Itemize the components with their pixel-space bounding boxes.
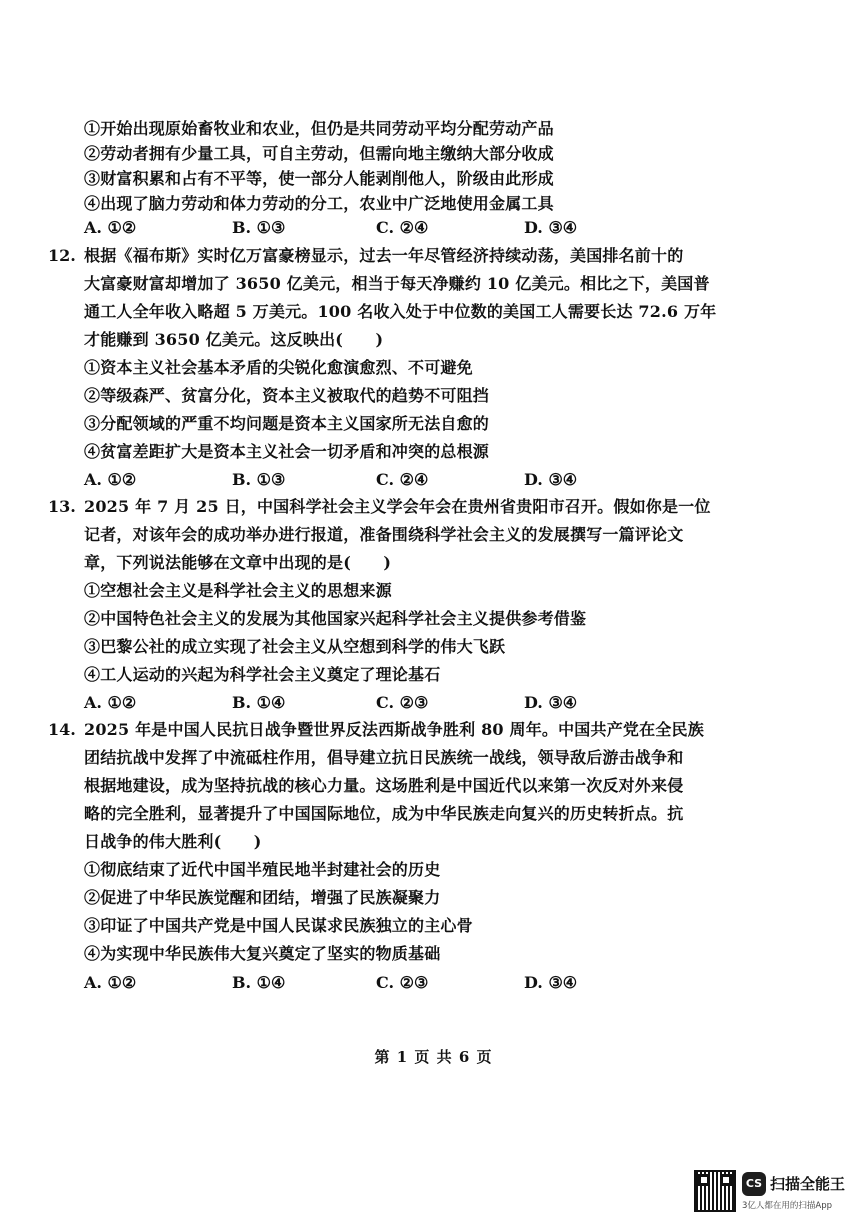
q14-stem-line-3: 根据地建设，成为坚持抗战的核心力量。这场胜利是中国近代以来第一次反对外来侵 [84,776,684,795]
q11-choice-a[interactable]: A. ①② [84,218,137,237]
qr-code-icon [694,1170,736,1212]
q13-choice-b[interactable]: B. ①④ [232,693,286,712]
q13-choice-c[interactable]: C. ②③ [376,693,429,712]
q11-choice-d[interactable]: D. ③④ [524,218,578,237]
q14-choices [84,972,644,994]
q13-option-4: ④工人运动的兴起为科学社会主义奠定了理论基石 [84,665,441,684]
q14-stem-line-2: 团结抗战中发挥了中流砥柱作用，倡导建立抗日民族统一战线，领导敌后游击战争和 [84,748,684,767]
q12-option-2: ②等级森严、贫富分化，资本主义被取代的趋势不可阻挡 [84,386,490,405]
q13-stem-line-3: 章，下列说法能够在文章中出现的是( ) [84,553,392,572]
q11-option-2: ②劳动者拥有少量工具，可自主劳动，但需向地主缴纳大部分收成 [84,144,554,163]
scanner-tagline: 3亿人都在用的扫描App [742,1201,833,1211]
scanner-watermark [694,1168,854,1218]
q14-choice-b[interactable]: B. ①④ [232,973,286,992]
q14-option-1: ①彻底结束了近代中国半殖民地半封建社会的历史 [84,860,441,879]
scanner-app-name: 扫描全能王 [770,1175,846,1193]
q12-stem-line-1: 根据《福布斯》实时亿万富豪榜显示，过去一年尽管经济持续动荡，美国排名前十的 [84,246,684,265]
q12-choice-c[interactable]: C. ②④ [376,470,429,489]
camscanner-logo-icon: CS [742,1172,766,1196]
page-number: 第 1 页 共 6 页 [374,1048,493,1066]
q13-stem-line-1: 2025 年 7 月 25 日，中国科学社会主义学会年会在贵州省贵阳市召开。假如你是一位 [84,497,711,516]
q13-number: 13. [48,497,76,516]
q13-option-1: ①空想社会主义是科学社会主义的思想来源 [84,581,392,600]
q14-option-2: ②促进了中华民族觉醒和团结，增强了民族凝聚力 [84,888,441,907]
q11-option-1: ①开始出现原始畜牧业和农业，但仍是共同劳动平均分配劳动产品 [84,119,554,138]
q12-choice-a[interactable]: A. ①② [84,470,137,489]
q13-option-3: ③巴黎公社的成立实现了社会主义从空想到科学的伟大飞跃 [84,637,506,656]
q13-choices [84,692,644,714]
q13-stem-line-2: 记者，对该年会的成功举办进行报道，准备围绕科学社会主义的发展撰写一篇评论文 [84,525,684,544]
q13-choice-d[interactable]: D. ③④ [524,693,578,712]
q11-choice-c[interactable]: C. ②④ [376,218,429,237]
q12-option-4: ④贫富差距扩大是资本主义社会一切矛盾和冲突的总根源 [84,442,490,461]
q12-option-1: ①资本主义社会基本矛盾的尖锐化愈演愈烈、不可避免 [84,358,473,377]
q12-choice-d[interactable]: D. ③④ [524,470,578,489]
q13-option-2: ②中国特色社会主义的发展为其他国家兴起科学社会主义提供参考借鉴 [84,609,587,628]
q11-option-4: ④出现了脑力劳动和体力劳动的分工，农业中广泛地使用金属工具 [84,194,554,213]
q14-number: 14. [48,720,76,739]
q12-choices [84,469,644,491]
q12-stem-line-3: 通工人全年收入略超 5 万美元。100 名收入处于中位数的美国工人需要长达 72.6 万年 [84,302,717,321]
q12-stem-line-4: 才能赚到 3650 亿美元。这反映出( ) [84,330,384,349]
q14-choice-d[interactable]: D. ③④ [524,973,578,992]
q12-option-3: ③分配领域的严重不均问题是资本主义国家所无法自愈的 [84,414,490,433]
q11-option-3: ③财富积累和占有不平等，使一部分人能剥削他人，阶级由此形成 [84,169,554,188]
q14-stem-line-1: 2025 年是中国人民抗日战争暨世界反法西斯战争胜利 80 周年。中国共产党在全民族 [84,720,704,739]
q13-choice-a[interactable]: A. ①② [84,693,137,712]
q14-stem-line-4: 略的完全胜利，显著提升了中国国际地位，成为中华民族走向复兴的历史转折点。抗 [84,804,684,823]
q12-choice-b[interactable]: B. ①③ [232,470,286,489]
q11-choice-b[interactable]: B. ①③ [232,218,286,237]
q14-option-3: ③印证了中国共产党是中国人民谋求民族独立的主心骨 [84,916,473,935]
q14-choice-a[interactable]: A. ①② [84,973,137,992]
q14-option-4: ④为实现中华民族伟大复兴奠定了坚实的物质基础 [84,944,441,963]
q12-stem-line-2: 大富豪财富却增加了 3650 亿美元，相当于每天净赚约 10 亿美元。相比之下，美国普 [84,274,710,293]
q14-stem-line-5: 日战争的伟大胜利( ) [84,832,262,851]
q12-number: 12. [48,246,76,265]
q14-choice-c[interactable]: C. ②③ [376,973,429,992]
q11-choices [84,217,644,239]
